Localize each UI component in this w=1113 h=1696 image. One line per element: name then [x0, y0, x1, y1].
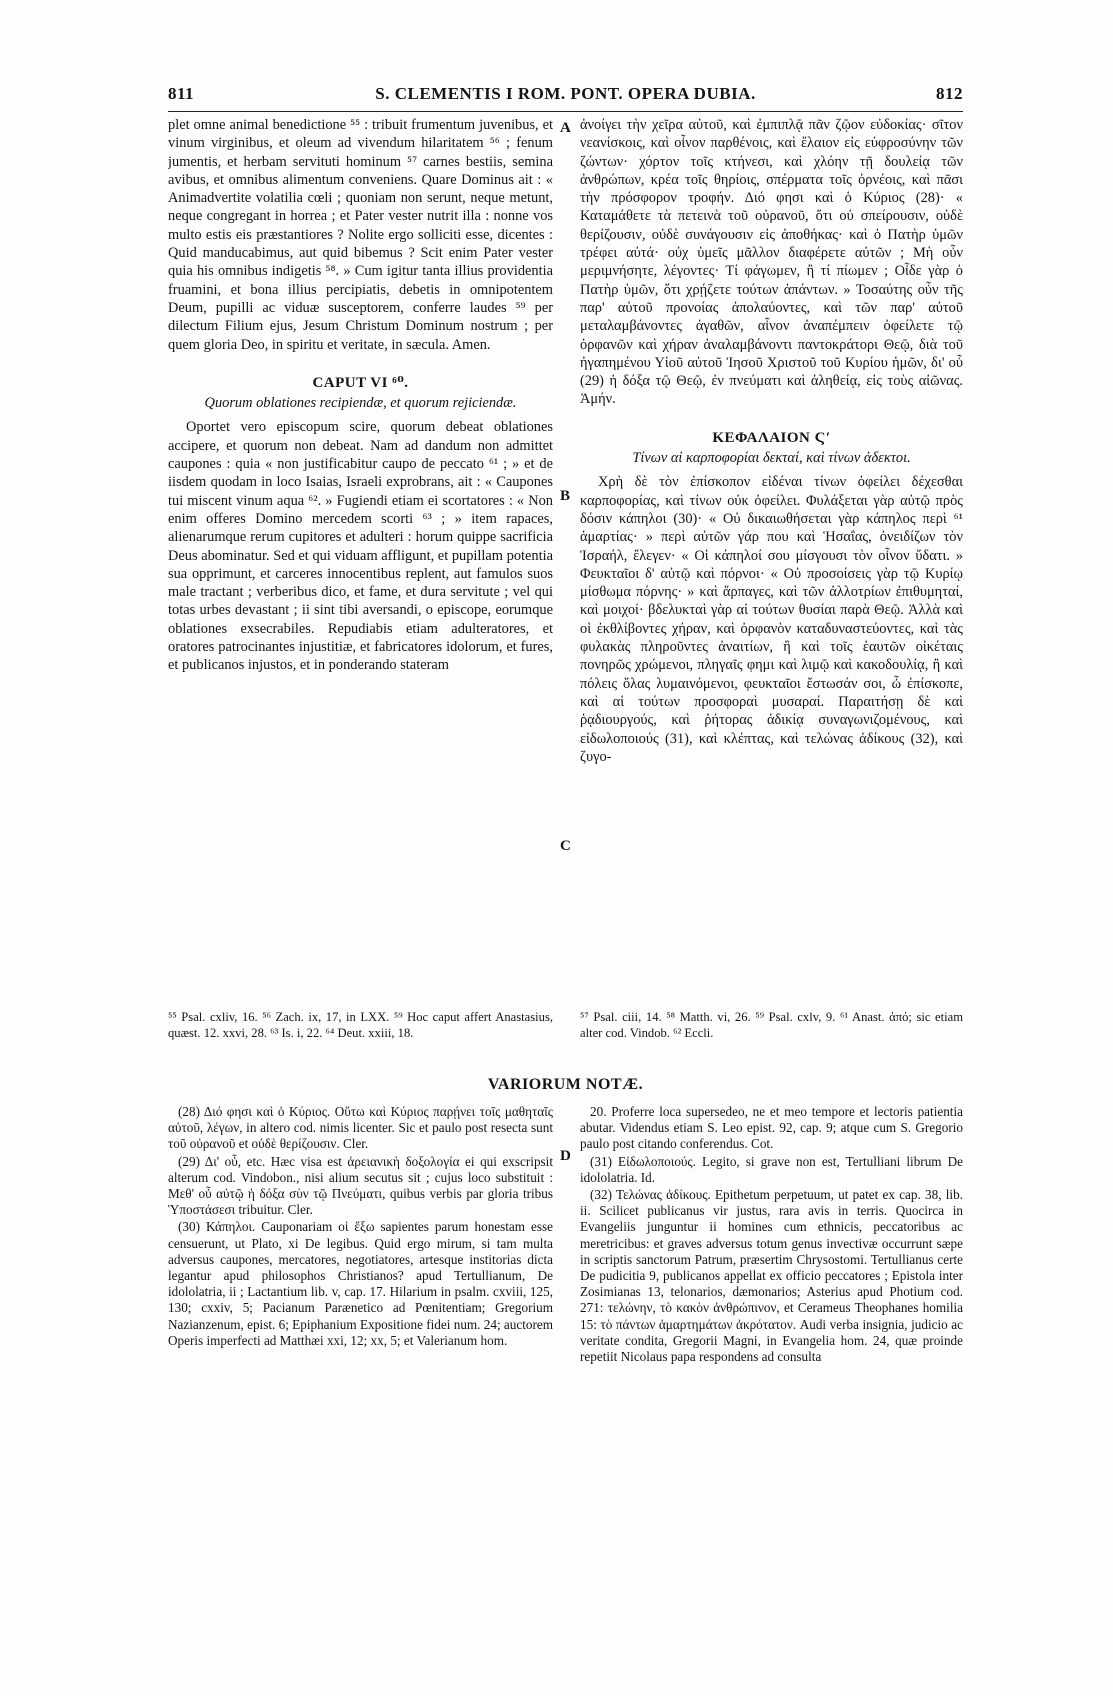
footnotes-left-text: ⁵⁵ Psal. cxliv, 16. ⁵⁶ Zach. ix, 17, in LXX. ⁵⁹ Hoc caput affert Anastasius, quæst. 12. xxvi, 28. ⁶³ Is. i, 22. ⁶⁴ Deut. xxiii, 18. [168, 1010, 553, 1040]
page-number-right: 812 [936, 84, 963, 103]
latin-column [168, 116, 553, 1006]
page-number-left: 811 [168, 84, 195, 103]
variorum-note: (31) Εἰδωλοποιούς. Legito, si grave non est, Tertulliani librum De idololatria. Id. [580, 1153, 963, 1185]
greek-column [580, 116, 963, 1006]
greek-chapter-heading: ΚΕΦΑΛΑΙΟΝ Ϛʹ [712, 429, 831, 446]
footnotes-right-text: ⁵⁷ Psal. ciii, 14. ⁵⁸ Matth. vi, 26. ⁵⁹ Psal. cxlv, 9. ⁶¹ Anast. ἀπό; sic etiam alter cod. Vindob. ⁶² Eccli. [580, 1010, 963, 1040]
header-rule [168, 111, 963, 112]
variorum-left-column [168, 1104, 553, 1644]
latin-chapter-heading: CAPUT VI ⁶⁰. [312, 374, 409, 391]
variorum-right-column [580, 1104, 963, 1644]
variorum-title: VARIORUM NOTÆ. [487, 1076, 644, 1093]
greek-chapter-subtitle: Τίνων αἱ καρποφορίαι δεκταί, καὶ τίνων ἀδεκτοι. [632, 450, 911, 467]
latin-chapter-subtitle: Quorum oblationes recipiendæ, et quorum rejiciendæ. [204, 395, 517, 412]
footnotes-left [168, 1010, 553, 1064]
variorum-note: (28) Διό φησι καὶ ὁ Κύριος. Οὕτω καὶ Κύριος παρῄνει τοῖς μαθηταῖς αὐτοῦ, λέγων, in altero cod. nimis licenter. Sic et paulo post resecta sunt τοῦ οὐρανοῦ et οὐδὲ θερίζουσιν. Cler. [168, 1104, 553, 1152]
latin-chapter-paragraph: Oportet vero episcopum scire, quorum debeat oblationes accipere, et quorum non debeat. Nam ad dandum non admittet caupones : quia « non justificabitur caupo de peccato ⁶¹ ; » et de iisdem quodam in loco Isaias, Israeli exprobrans, ait : « Caupones tui miscent vinum aqua ⁶². » Fugiendi etiam ei scortatores : « Non enim offeres Domino mercedem scorti ⁶³ ; » item rapaces, alienarumque rerum cupitores et adulteri : horum quippe sacrificia Deus abominatur. Sed et qui viduam affligunt, et pupillam potentia sua opprimunt, et carceres innocentibus replent, aut famulos suos male tractant ; verberibus dico, et fame, et dura servitute ; vel qui totas urbes devastant ; ii sint tibi aversandi, o episcope, eorumque oblationes exsecrabiles. Repudiabis etiam adulteratores, et oratores patrocinantes injustitiæ, et fabricatores idolorum, et fures, et publicanos injustos, et in ponderando stateram [168, 419, 553, 674]
latin-paragraph: plet omne animal benedictione ⁵⁵ : tribuit frumentum juvenibus, et vinum virginibus, et oleum ad vivendum hilaritatem ⁵⁶ ; fenum jumentis, et herbam servituti hominum ⁵⁷ carnes bestiis, semina avibus, et omnibus alimentum conveniens. Quare Dominus ait : « Animadvertite volatilia cœli ; quoniam non serunt, neque metunt, neque congregant in horrea ; et Pater vester nutrit illa : nonne vos multo estis eis præstantiores ? Nolite ergo solliciti esse, dicentes : Quid manducabimus, aut quid bibemus ? Scit enim Pater vester quia his omnibus indigetis ⁵⁸. » Cum igitur tanta illius providentia fruamini, et bona illius percipiatis, debetis in omnipotentem Deum, pupilli ac viduæ susceptorem, conferre laudes ⁵⁹ per dilectum Filium ejus, Jesum Christum Dominum nostrum ; per quem gloria Deo, in spiritu et veritate, in sæcula. Amen. [168, 117, 553, 353]
variorum-note: (30) Κάπηλοι. Cauponariam οἱ ἔξω sapientes parum honestam esse censuerunt, ut Plato, xi De legibus. Quid ergo mirum, si tam multa adversus caupones, mercatores, negotiatores, artesque institorias dicta legantur apud philosophos Christianos? apud Tertullianum, De idololatria, ii ; Lactantium lib. v, cap. 17. Hilarium in psalm. cxviii, 125, 130; cxxiv, 5; Pacianum Parænetico ad Pœnitentiam; Gregorium Nazianzenum, epist. 6; Epiphanium Expositione fidei num. 24; auctorem Operis imperfecti ad Matthæi xxi, 12; xx, 5; et Valerianum hom. [168, 1219, 553, 1348]
margin-letter-d: D [560, 1148, 571, 1164]
greek-paragraph: ἀνοίγει τὴν χεῖρα αὐτοῦ, καὶ ἐμπιπλᾷ πᾶν ζῷον εὐδοκίας· σῖτον νεανίσκοις, καὶ οἶνον παρθένοις, καὶ ἔλαιον εἰς εὐφροσύνην τῶν ζώντων· χόρτον τοῖς κτήνεσι, καὶ χλόην τῇ δουλείᾳ τῶν ἀνθρώπων, κρέα τοῖς θηρίοις, σπέρματα τοῖς ὀρνέοις, καὶ πᾶσι τὴν πρόσφορον τροφήν. Διό φησι καὶ ὁ Κύριος (28)· « Καταμάθετε τὰ πετεινὰ τοῦ οὐρανοῦ, ὅτι οὐ σπείρουσιν, οὐδὲ θερίζουσιν, οὐδὲ συνάγουσιν εἰς ἀποθήκας· καὶ ὁ Πατὴρ ὑμῶν τρέφει αὐτά· οὐχ ὑμεῖς μᾶλλον διαφέρετε αὐτῶν ; Μὴ οὖν μεριμνήσητε, λέγοντες· Τί φάγωμεν, ἢ τί πίωμεν ; Οἶδε γὰρ ὁ Πατὴρ ὑμῶν, ὅτι χρῄζετε τούτων ἁπάντων. » Τοσαύτης οὖν τῆς παρ' αὐτοῦ προνοίας ἀπολαύοντες, καὶ τῶν παρ' αὐτοῦ μεταλαμβάνοντες ἀγαθῶν, αἶνον ἀναπέμπειν ὀφείλετε τῷ ὀρφανῶν καὶ χήραν ἀναλαμβάνοντι παντοκράτορι Θεῷ, διὰ τοῦ ἠγαπημένου Υἱοῦ αὐτοῦ Ἰησοῦ Χριστοῦ τοῦ Κυρίου ἡμῶν, δι' οὗ (29) ἡ δόξα τῷ Θεῷ, ἐν πνεύματι καὶ ἀληθείᾳ, εἰς τοὺς αἰῶνας. Ἀμήν. [580, 117, 963, 408]
variorum-note: 20. Proferre loca supersedeo, ne et meo tempore et lectoris patientia abutar. Videndus etiam S. Leo epist. 92, cap. 9; atque cum S. Gregorio paulo post citando conferendus. Cot. [580, 1104, 963, 1152]
greek-chapter-paragraph: Χρὴ δὲ τὸν ἐπίσκοπον εἰδέναι τίνων ὀφείλει δέχεσθαι καρποφορίας, καὶ τίνων οὐκ ὀφείλει. Φυλάξεται γὰρ αὐτῷ πρὸς δόσιν κάπηλοι (30)· « Οὐ δικαιωθήσεται γὰρ κάπηλος περὶ ⁶¹ ἁμαρτίας· » περὶ αὐτῶν γάρ που καὶ Ἡσαΐας, ὀνειδίζων τὸν Ἰσραήλ, ἔλεγεν· « Οἱ κάπηλοί σου μίσγουσι τὸν οἶνον ὕδατι. » Φευκταῖοι δ' αὐτῷ καὶ πόρνοι· « Οὐ προσοίσεις γὰρ τῷ Κυρίῳ μίσθωμα πόρνης· » καὶ ἅρπαγες, καὶ τῶν ἀλλοτρίων ἐπιθυμηταί, καὶ μοιχοί· βδελυκταὶ γὰρ αἱ τούτων θυσίαι παρὰ Θεῷ. Ἀλλὰ καὶ οἱ ἐκθλίβοντες χήραν, καὶ ὀρφανὸν καταδυναστεύοντες, καὶ τὰς φυλακὰς πληροῦντες ἀναιτίων, ἢ καὶ τοῖς ἑαυτῶν οἰκέταις πονηρῶς χρώμενοι, πληγαῖς φημι καὶ λιμῷ καὶ κακοδουλίᾳ, ἢ καὶ πόλεις ὅλας λυμαινόμενοι, φευκταῖοι ἔστωσάν σοι, ὦ ἐπίσκοπε, καὶ αἱ τούτων προσφοραὶ μυσαραί. Παραιτήσῃ δὲ καὶ ῥᾳδιουργούς, καὶ ῥήτορας ἀδικίᾳ συναγωνιζομένους, καὶ εἰδωλοποιούς (31), καὶ κλέπτας, καὶ τελώνας ἀδίκους (32), καὶ ζυγο- [580, 474, 963, 765]
variorum-note: (32) Τελώνας ἀδίκους. Epithetum perpetuum, ut patet ex cap. 38, lib. ii. Scilicet publicanus vir justus, rara avis in terris. Quocirca in Evangeliis junguntur ii homines cum ethnicis, peccatoribus ac meretricibus: et graves adversus totum genus invectivæ occurrunt sæpe in scriptis sanctorum Patrum, præsertim Chrysostomi. Tertullianus certe De pudicitia 9, publicanos appellat ex officio peccatores ; Epistola inter Zosimianas 13, telonarios, dæmonarios; Asterius apud Photium cod. 271: τελώνην, τὸ κακὸν ἀνθρώπινον, et Cerameus Theophanes homilia 15: τὸ πάντων ἁμαρτημάτων ἀκρότατον. Audi verba insignia, judicio ac veritate condita, Gregorii Magni, in Evangelia hom. 24, quæ proinde repetiit Nicolaus papa respondens ad consulta [580, 1187, 963, 1365]
margin-letter-c: C [560, 838, 571, 854]
margin-letter-b: B [560, 488, 571, 504]
running-header [168, 84, 963, 110]
margin-letter-a: A [560, 120, 571, 136]
running-title: S. CLEMENTIS I ROM. PONT. OPERA DUBIA. [375, 84, 756, 103]
variorum-note: (29) Δι' οὗ, etc. Hæc visa est ἀρειανικὴ δοξολογία ei qui exscripsit alterum cod. Vindobon., nisi alium secutus sit ; cujus loco substituit : Μεθ' οὗ αὐτῷ ἡ δόξα σὺν τῷ Πνεύματι, quibus verbis par gloria tribus Ὑποστάσεσι tribuitur. Cler. [168, 1153, 553, 1218]
footnotes-right [580, 1010, 963, 1064]
